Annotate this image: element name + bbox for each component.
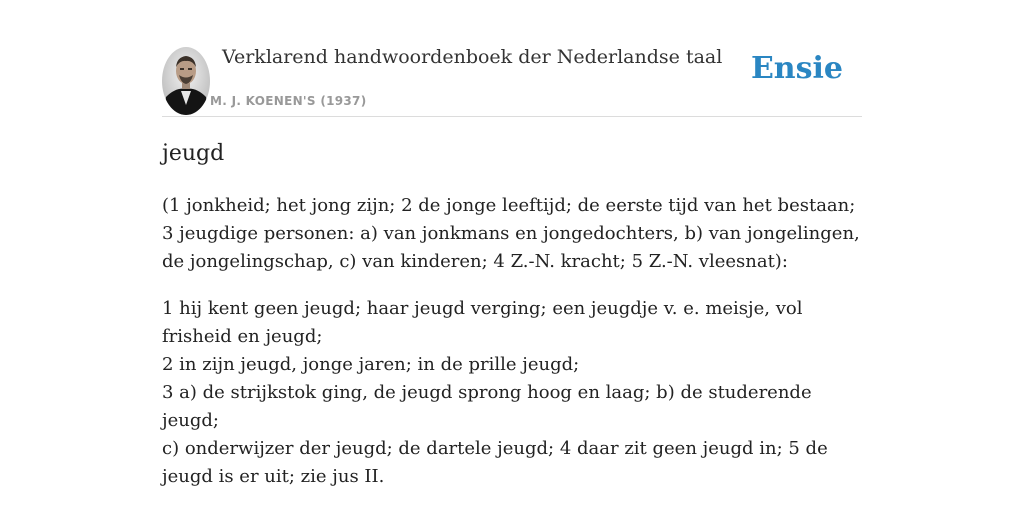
example-line: 3 a) de strijkstok ging, de jeugd sprong hoog en laag; b) de studerende jeugd; [162, 382, 812, 431]
example-line: 2 in zijn jeugd, jonge jaren; in de prille jeugd; [162, 354, 580, 375]
entry-examples [162, 295, 862, 491]
dictionary-author: M. J. KOENEN'S (1937) [210, 94, 367, 108]
entry-headword: jeugd [162, 141, 225, 166]
brand-logo-link[interactable]: Ensie [750, 51, 843, 86]
dictionary-title: Verklarend handwoordenboek der Nederlandse taal [222, 46, 723, 68]
entry-definition: (1 jonkheid; het jong zijn; 2 de jonge leeftijd; de eerste tijd van het bestaan; 3 jeugdige personen: a) van jonkmans en jongedochters, b) van jongelingen, de jongelingschap, c) van kinderen; 4 Z.-N. kracht; 5 Z.-N. vleesnat): [162, 195, 860, 272]
page [162, 0, 862, 487]
author-portrait [162, 47, 210, 115]
example-line: 1 hij kent geen jeugd; haar jeugd verging; een jeugdje v. e. meisje, vol frisheid en jeugd; [162, 298, 803, 347]
example-line: c) onderwijzer der jeugd; de dartele jeugd; 4 daar zit geen jeugd in; 5 de jeugd is er uit; zie jus II. [162, 438, 828, 487]
dictionary-header [162, 0, 862, 117]
